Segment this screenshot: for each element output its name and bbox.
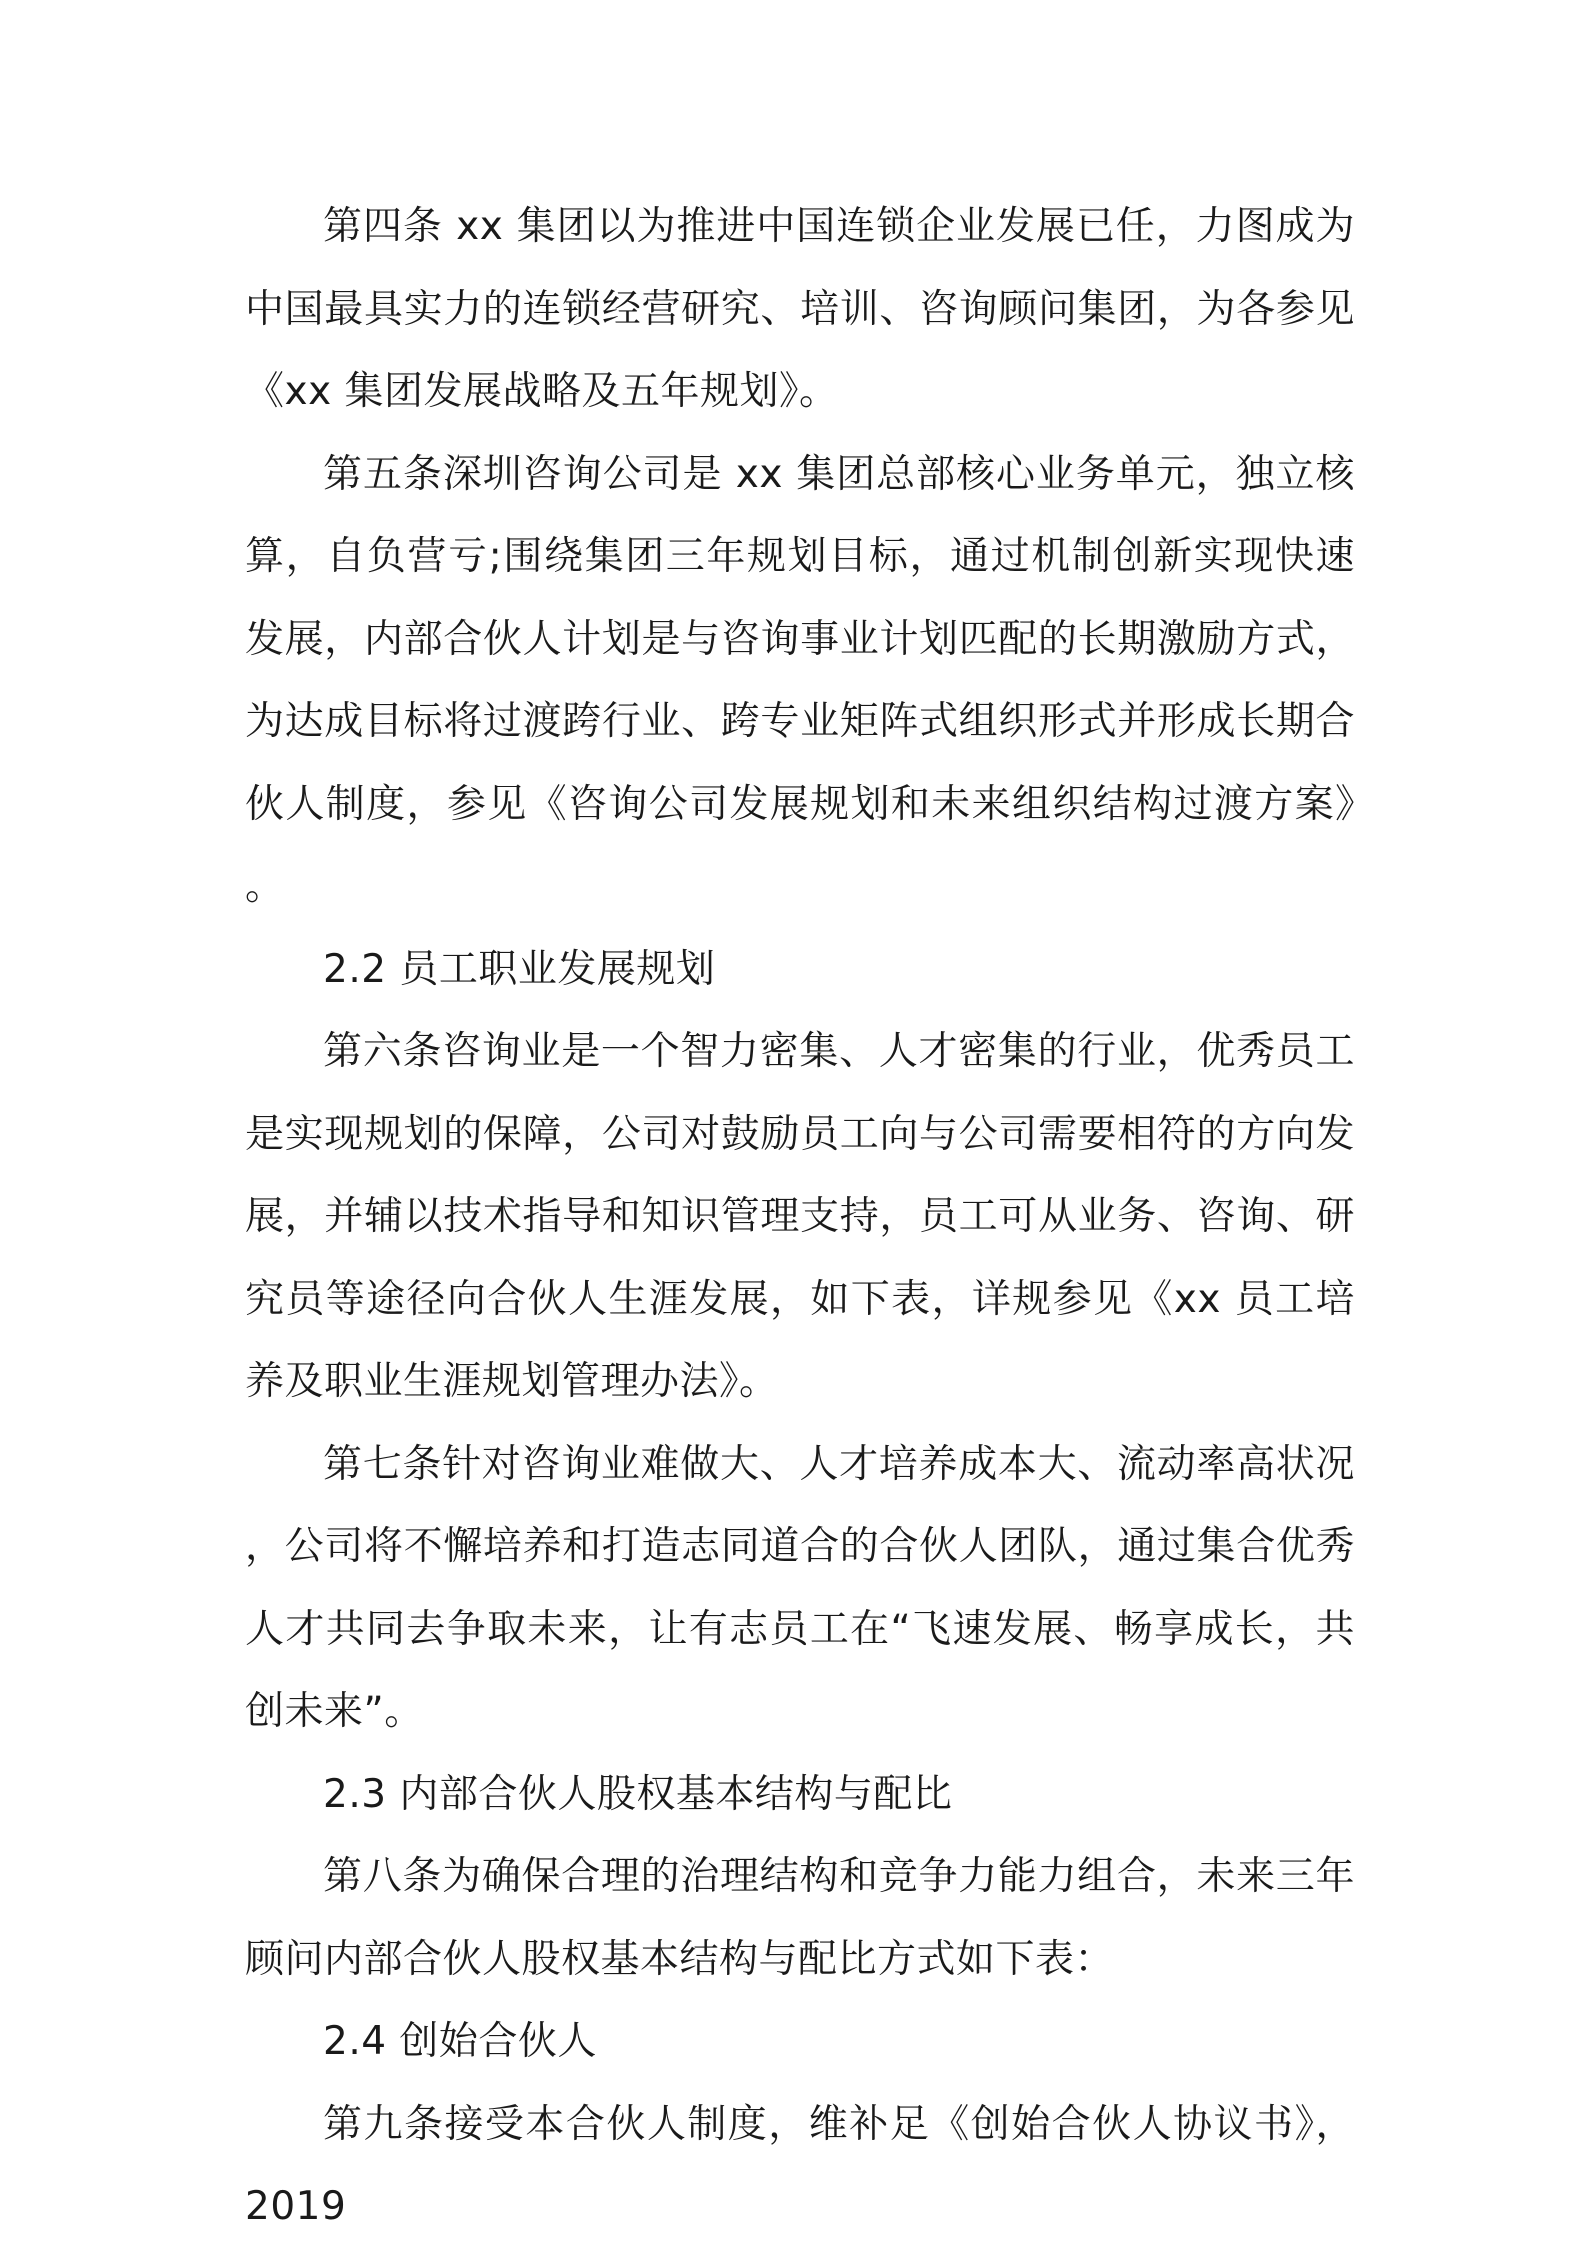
section-2-2-heading: 2.2 员工职业发展规划 [323, 946, 716, 992]
article-8-paragraph: 第八条为确保合理的治理结构和竞争力能力组合，未来三年顾问内部合伙人股权基本结构与配比方式如下表： [245, 1854, 1355, 1982]
article-9-paragraph: 第九条接受本合伙人制度，维补足《创始合伙人协议书》，2019 [245, 2101, 1355, 2229]
article-6-paragraph: 第六条咨询业是一个智力密集、人才密集的行业，优秀员工是实现规划的保障，公司对鼓励员工向与公司需要相符的方向发展，并辅以技术指导和知识管理支持，员工可从业务、咨询、研究员等途径向合伙人生涯发展，如下表，详规参见《xx 员工培养及职业生涯规划管理办法》。 [245, 1029, 1355, 1404]
article-7-paragraph: 第七条针对咨询业难做大、人才培养成本大、流动率高状况，公司将不懈培养和打造志同道合的合伙人团队，通过集合优秀人才共同去争取未来，让有志员工在“飞速发展、畅享成长，共创未来”。 [245, 1441, 1355, 1734]
section-2-3-heading: 2.3 内部合伙人股权基本结构与配比 [323, 1771, 953, 1817]
document-body [245, 186, 1355, 2249]
section-2-4-heading: 2.4 创始合伙人 [323, 2019, 597, 2064]
article-4-paragraph: 第四条 xx 集团以为推进中国连锁企业发展已任，力图成为中国最具实力的连锁经营研究、培训、咨询顾问集团，为各参见《xx 集团发展战略及五年规划》。 [245, 204, 1355, 414]
article-5-paragraph: 第五条深圳咨询公司是 xx 集团总部核心业务单元，独立核算，自负营亏;围绕集团三年规划目标，通过机制创新实现快速发展，内部合伙人计划是与咨询事业计划匹配的长期激励方式，为达成目标将过渡跨行业、跨专业矩阵式组织形式并形成长期合伙人制度，参见《咨询公司发展规划和未来组织结构过渡方案》。 [245, 451, 1355, 909]
